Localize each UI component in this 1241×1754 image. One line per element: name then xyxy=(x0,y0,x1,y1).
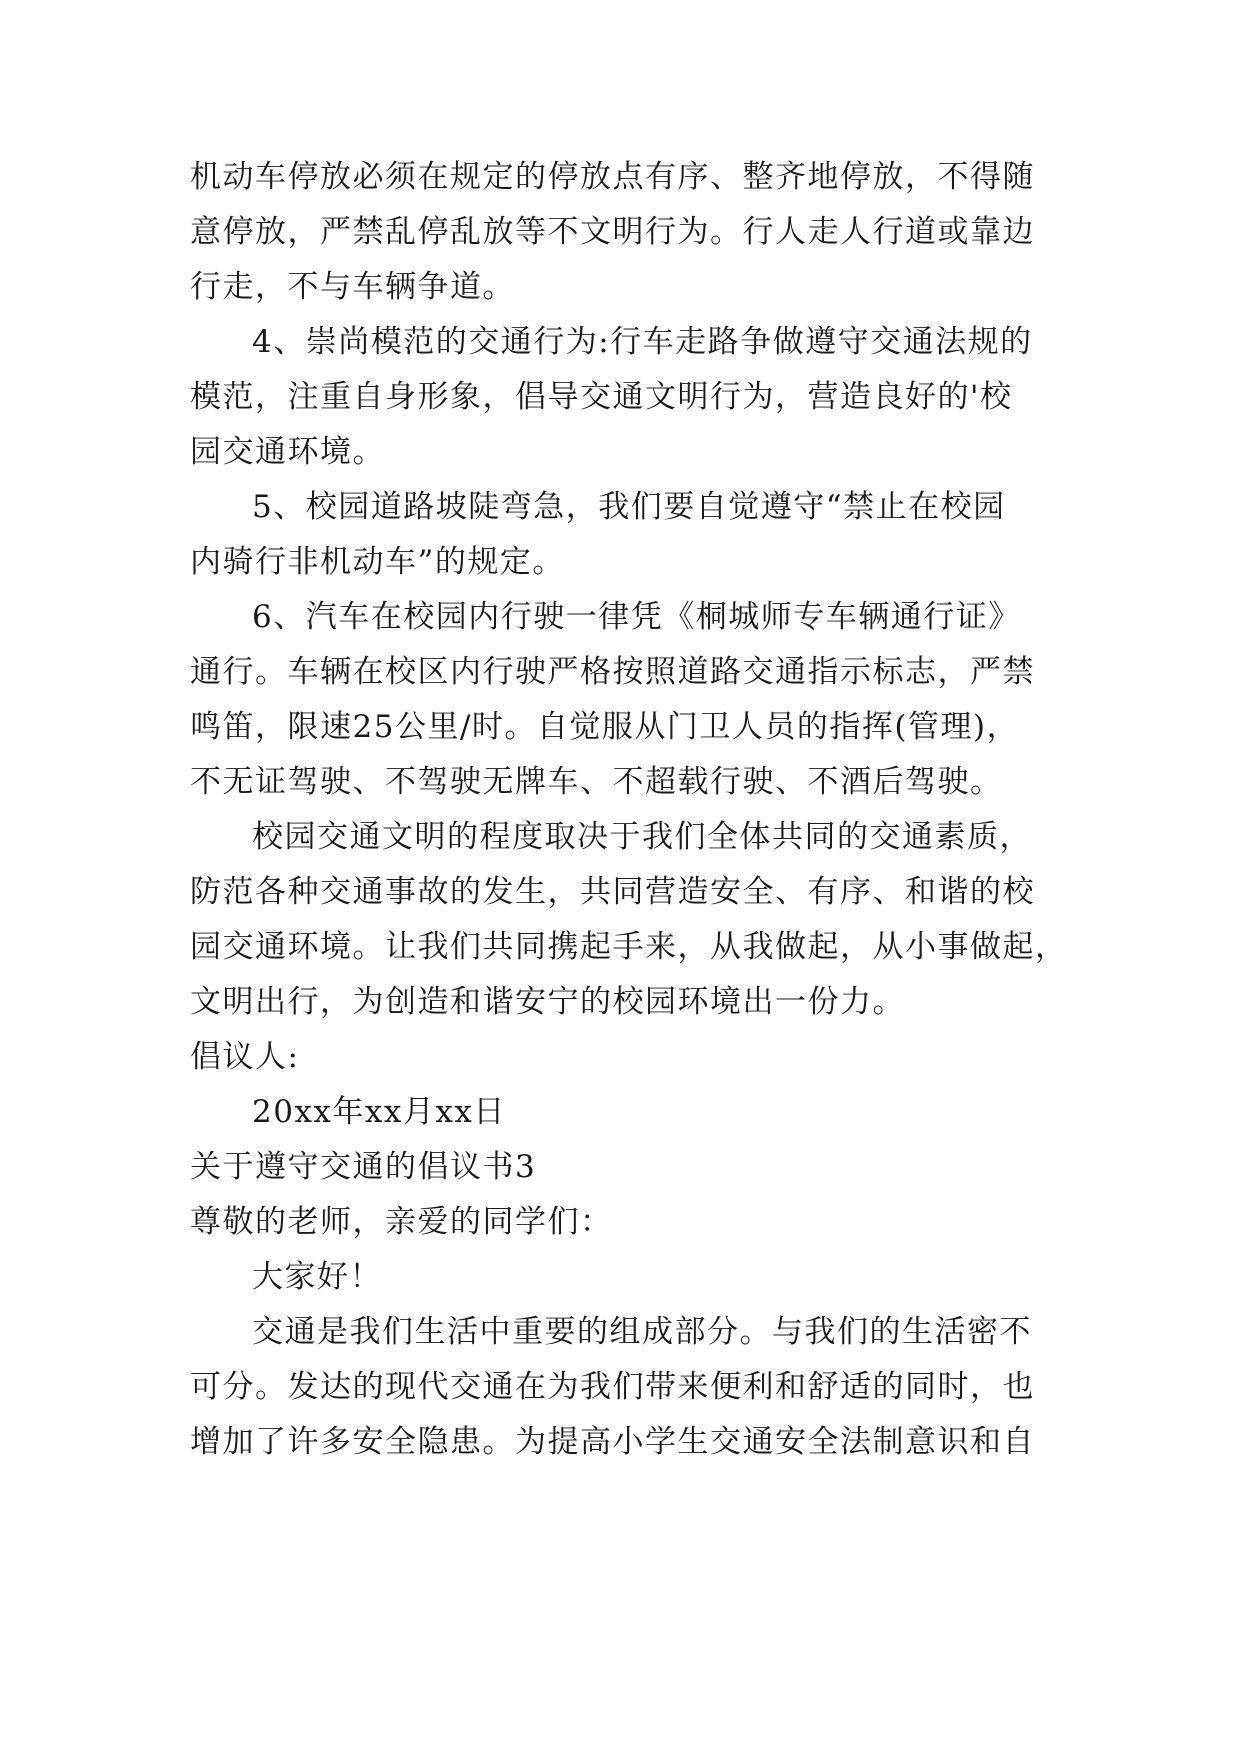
text-line: 交通是我们生活中重要的组成部分。与我们的生活密不 xyxy=(252,1314,1032,1350)
paragraph-item-4 xyxy=(190,315,1050,480)
paragraph-item-6 xyxy=(190,590,1050,810)
text-line: 5、校园道路坡陡弯急，我们要自觉遵守“禁止在校园 xyxy=(252,489,1006,525)
text-line: 防范各种交通事故的发生，共同营造安全、有序、和谐的校 xyxy=(190,874,1035,910)
salutation: 尊敬的老师，亲爱的同学们： xyxy=(190,1204,613,1240)
paragraph-closing xyxy=(190,810,1068,1030)
text-line: 鸣笛，限速25公里/时。自觉服从门卫人员的指挥(管理)， xyxy=(190,709,1020,745)
text-line: 机动车停放必须在规定的停放点有序、整齐地停放，不得随 xyxy=(190,159,1035,195)
text-line: 4、崇尚模范的交通行为:行车走路争做遵守交通法规的 xyxy=(252,324,1033,360)
text-line: 可分。发达的现代交通在为我们带来便利和舒适的同时，也 xyxy=(190,1369,1035,1405)
paragraph-item-5 xyxy=(190,480,1050,590)
text-line: 园交通环境。让我们共同携起手来，从我做起，从小事做起， xyxy=(190,929,1068,965)
text-line: 园交通环境。 xyxy=(190,434,385,470)
proposer-label: 倡议人: xyxy=(190,1039,300,1075)
text-line: 6、汽车在校园内行驶一律凭《桐城师专车辆通行证》 xyxy=(252,599,1021,635)
text-line: 不无证驾驶、不驾驶无牌车、不超载行驶、不酒后驾驶。 xyxy=(190,764,1003,800)
text-line: 通行。车辆在校区内行驶严格按照道路交通指示标志，严禁 xyxy=(190,654,1035,690)
text-line: 内骑行非机动车”的规定。 xyxy=(190,544,565,580)
text-line: 行走，不与车辆争道。 xyxy=(190,269,515,305)
text-line: 校园交通文明的程度取决于我们全体共同的交通素质， xyxy=(252,819,1032,855)
text-line: 模范，注重自身形象，倡导交通文明行为，营造良好的'校 xyxy=(190,379,1013,415)
greeting: 大家好！ xyxy=(252,1259,382,1295)
next-article xyxy=(190,1140,1050,1470)
date-line: 20xx年xx月xx日 xyxy=(252,1094,506,1130)
signature-block xyxy=(190,1030,1050,1140)
text-line: 意停放，严禁乱停乱放等不文明行为。行人走人行道或靠边 xyxy=(190,214,1035,250)
text-line: 增加了许多安全隐患。为提高小学生交通安全法制意识和自 xyxy=(190,1424,1035,1460)
text-line: 文明出行，为创造和谐安宁的校园环境出一份力。 xyxy=(190,984,905,1020)
paragraph-3-continuation xyxy=(190,150,1050,315)
article-title: 关于遵守交通的倡议书3 xyxy=(190,1149,537,1185)
